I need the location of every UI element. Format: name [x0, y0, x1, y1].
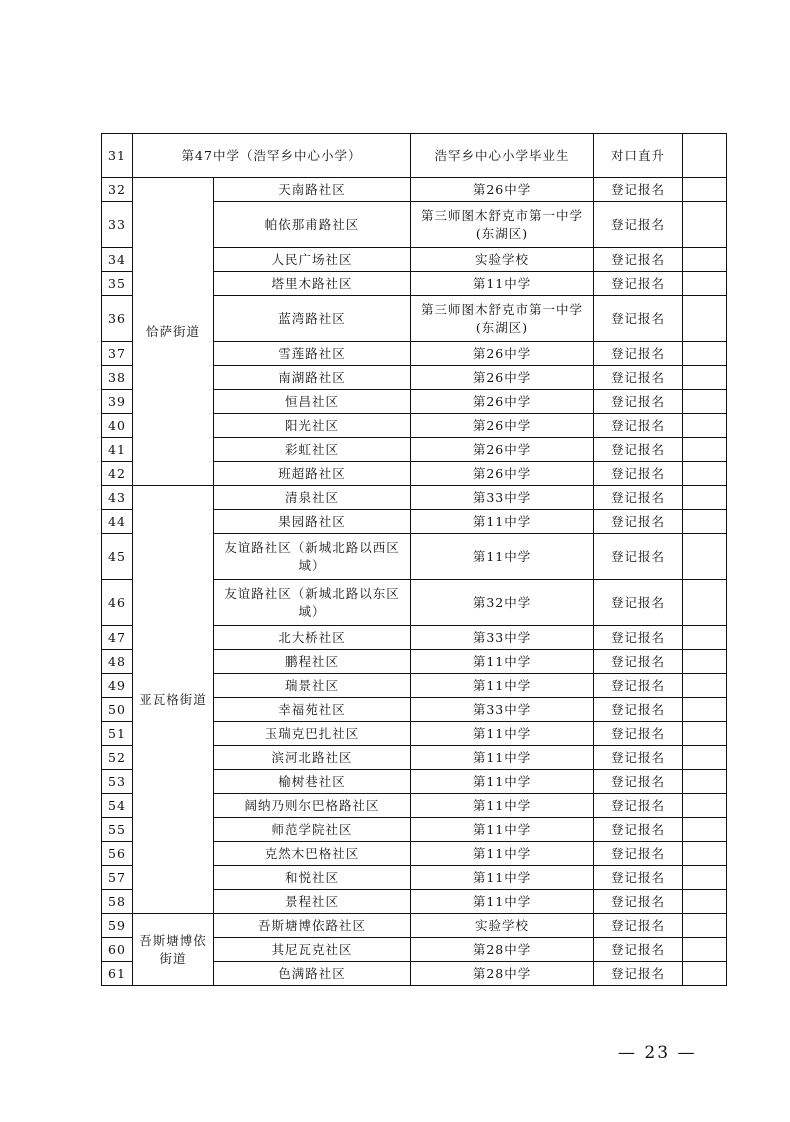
community-cell: 幸福苑社区 [214, 698, 411, 722]
method-cell: 登记报名 [594, 296, 683, 342]
method-cell: 登记报名 [594, 390, 683, 414]
row-number: 37 [102, 342, 133, 366]
note-cell [683, 818, 727, 842]
note-cell [683, 366, 727, 390]
note-cell [683, 390, 727, 414]
method-cell: 登记报名 [594, 962, 683, 986]
note-cell [683, 510, 727, 534]
method-cell: 登记报名 [594, 580, 683, 626]
community-cell: 班超路社区 [214, 462, 411, 486]
community-cell: 南湖路社区 [214, 366, 411, 390]
note-cell [683, 134, 727, 178]
school-cell: 第11中学 [411, 866, 594, 890]
community-cell: 色满路社区 [214, 962, 411, 986]
school-cell: 第26中学 [411, 178, 594, 202]
school-cell: 第11中学 [411, 674, 594, 698]
community-cell: 塔里木路社区 [214, 272, 411, 296]
school-cell: 第11中学 [411, 510, 594, 534]
community-cell: 蓝湾路社区 [214, 296, 411, 342]
row-number: 45 [102, 534, 133, 580]
school-cell: 第11中学 [411, 818, 594, 842]
row-number: 59 [102, 914, 133, 938]
method-cell: 登记报名 [594, 914, 683, 938]
note-cell [683, 178, 727, 202]
method-cell: 登记报名 [594, 866, 683, 890]
school-cell: 第11中学 [411, 746, 594, 770]
row-number: 31 [102, 134, 133, 178]
school-cell: 第11中学 [411, 650, 594, 674]
row-number: 54 [102, 794, 133, 818]
row-number: 57 [102, 866, 133, 890]
note-cell [683, 866, 727, 890]
note-cell [683, 914, 727, 938]
school-cell: 第32中学 [411, 580, 594, 626]
method-cell: 登记报名 [594, 722, 683, 746]
method-cell: 登记报名 [594, 842, 683, 866]
row-number: 50 [102, 698, 133, 722]
school-cell: 第11中学 [411, 770, 594, 794]
district-cell: 亚瓦格街道 [133, 486, 214, 914]
row-number: 46 [102, 580, 133, 626]
community-cell: 吾斯塘博依路社区 [214, 914, 411, 938]
note-cell [683, 438, 727, 462]
method-cell: 登记报名 [594, 890, 683, 914]
row-number: 33 [102, 202, 133, 248]
school-cell: 第26中学 [411, 462, 594, 486]
note-cell [683, 272, 727, 296]
row-number: 41 [102, 438, 133, 462]
method-cell: 登记报名 [594, 178, 683, 202]
method-cell: 登记报名 [594, 938, 683, 962]
school-cell: 第26中学 [411, 390, 594, 414]
enrollment-table [101, 133, 727, 986]
method-cell: 登记报名 [594, 366, 683, 390]
note-cell [683, 342, 727, 366]
school-cell: 第26中学 [411, 342, 594, 366]
school-cell: 第11中学 [411, 842, 594, 866]
community-cell: 北大桥社区 [214, 626, 411, 650]
note-cell [683, 534, 727, 580]
note-cell [683, 722, 727, 746]
community-cell: 鹏程社区 [214, 650, 411, 674]
method-cell: 登记报名 [594, 626, 683, 650]
row-number: 53 [102, 770, 133, 794]
row-number: 49 [102, 674, 133, 698]
method-cell: 登记报名 [594, 248, 683, 272]
community-cell: 阔纳乃则尔巴格路社区 [214, 794, 411, 818]
row-number: 47 [102, 626, 133, 650]
school-cell: 第28中学 [411, 962, 594, 986]
note-cell [683, 462, 727, 486]
method-cell: 登记报名 [594, 650, 683, 674]
note-cell [683, 794, 727, 818]
row-number: 38 [102, 366, 133, 390]
school-cell: 第11中学 [411, 890, 594, 914]
community-cell: 帕依那甫路社区 [214, 202, 411, 248]
community-cell: 师范学院社区 [214, 818, 411, 842]
method-cell: 登记报名 [594, 438, 683, 462]
row-number: 44 [102, 510, 133, 534]
row-number: 39 [102, 390, 133, 414]
community-cell: 清泉社区 [214, 486, 411, 510]
note-cell [683, 580, 727, 626]
note-cell [683, 626, 727, 650]
school-cell: 第26中学 [411, 414, 594, 438]
community-cell: 榆树巷社区 [214, 770, 411, 794]
row-number: 40 [102, 414, 133, 438]
school-cell: 第33中学 [411, 486, 594, 510]
method-cell: 登记报名 [594, 818, 683, 842]
note-cell [683, 202, 727, 248]
note-cell [683, 248, 727, 272]
community-cell: 人民广场社区 [214, 248, 411, 272]
row-number: 52 [102, 746, 133, 770]
school-cell: 第三师图木舒克市第一中学(东湖区) [411, 202, 594, 248]
school-cell: 第26中学 [411, 438, 594, 462]
row-number: 55 [102, 818, 133, 842]
note-cell [683, 698, 727, 722]
row-number: 51 [102, 722, 133, 746]
table-row [102, 914, 727, 938]
method-cell: 登记报名 [594, 462, 683, 486]
row-number: 32 [102, 178, 133, 202]
community-cell: 克然木巴格社区 [214, 842, 411, 866]
note-cell [683, 770, 727, 794]
school-cell: 实验学校 [411, 914, 594, 938]
note-cell [683, 486, 727, 510]
table-row [102, 134, 727, 178]
school-cell: 第33中学 [411, 626, 594, 650]
table-row [102, 178, 727, 202]
district-cell: 吾斯塘博依街道 [133, 914, 214, 986]
row-number: 35 [102, 272, 133, 296]
page-number: — 23 — [618, 1043, 697, 1063]
row-number: 48 [102, 650, 133, 674]
note-cell [683, 414, 727, 438]
note-cell [683, 938, 727, 962]
community-cell: 恒昌社区 [214, 390, 411, 414]
community-cell: 玉瑞克巴扎社区 [214, 722, 411, 746]
method-cell: 登记报名 [594, 202, 683, 248]
method-cell: 登记报名 [594, 674, 683, 698]
community-cell: 天南路社区 [214, 178, 411, 202]
method-cell: 登记报名 [594, 746, 683, 770]
note-cell [683, 650, 727, 674]
community-cell: 瑞景社区 [214, 674, 411, 698]
school-cell: 第33中学 [411, 698, 594, 722]
school-cell: 第28中学 [411, 938, 594, 962]
community-cell: 彩虹社区 [214, 438, 411, 462]
note-cell [683, 296, 727, 342]
method-cell: 登记报名 [594, 414, 683, 438]
school-cell: 第11中学 [411, 272, 594, 296]
community-cell: 其尼瓦克社区 [214, 938, 411, 962]
row-number: 56 [102, 842, 133, 866]
row-number: 34 [102, 248, 133, 272]
school-cell: 第26中学 [411, 366, 594, 390]
row-number: 61 [102, 962, 133, 986]
note-cell [683, 962, 727, 986]
method-cell: 对口直升 [594, 134, 683, 178]
row-number: 60 [102, 938, 133, 962]
community-cell: 和悦社区 [214, 866, 411, 890]
method-cell: 登记报名 [594, 698, 683, 722]
table-row [102, 486, 727, 510]
school-cell: 第三师图木舒克市第一中学(东湖区) [411, 296, 594, 342]
method-cell: 登记报名 [594, 770, 683, 794]
school-cell: 第11中学 [411, 794, 594, 818]
method-cell: 登记报名 [594, 794, 683, 818]
school-cell: 实验学校 [411, 248, 594, 272]
method-cell: 登记报名 [594, 510, 683, 534]
note-cell [683, 890, 727, 914]
row-number: 42 [102, 462, 133, 486]
row-number: 43 [102, 486, 133, 510]
target-cell: 浩罕乡中心小学毕业生 [411, 134, 594, 178]
school-cell: 第11中学 [411, 534, 594, 580]
row-number: 58 [102, 890, 133, 914]
method-cell: 登记报名 [594, 534, 683, 580]
method-cell: 登记报名 [594, 342, 683, 366]
community-cell: 景程社区 [214, 890, 411, 914]
method-cell: 登记报名 [594, 486, 683, 510]
note-cell [683, 746, 727, 770]
method-cell: 登记报名 [594, 272, 683, 296]
table-body [102, 134, 727, 986]
district-cell: 恰萨街道 [133, 178, 214, 486]
community-cell: 友谊路社区（新城北路以西区域） [214, 534, 411, 580]
community-cell: 友谊路社区（新城北路以东区域） [214, 580, 411, 626]
community-cell: 滨河北路社区 [214, 746, 411, 770]
community-cell: 雪莲路社区 [214, 342, 411, 366]
row-number: 36 [102, 296, 133, 342]
school-cell: 第11中学 [411, 722, 594, 746]
community-cell: 果园路社区 [214, 510, 411, 534]
note-cell [683, 842, 727, 866]
community-cell: 阳光社区 [214, 414, 411, 438]
school-source-cell: 第47中学（浩罕乡中心小学） [133, 134, 411, 178]
note-cell [683, 674, 727, 698]
